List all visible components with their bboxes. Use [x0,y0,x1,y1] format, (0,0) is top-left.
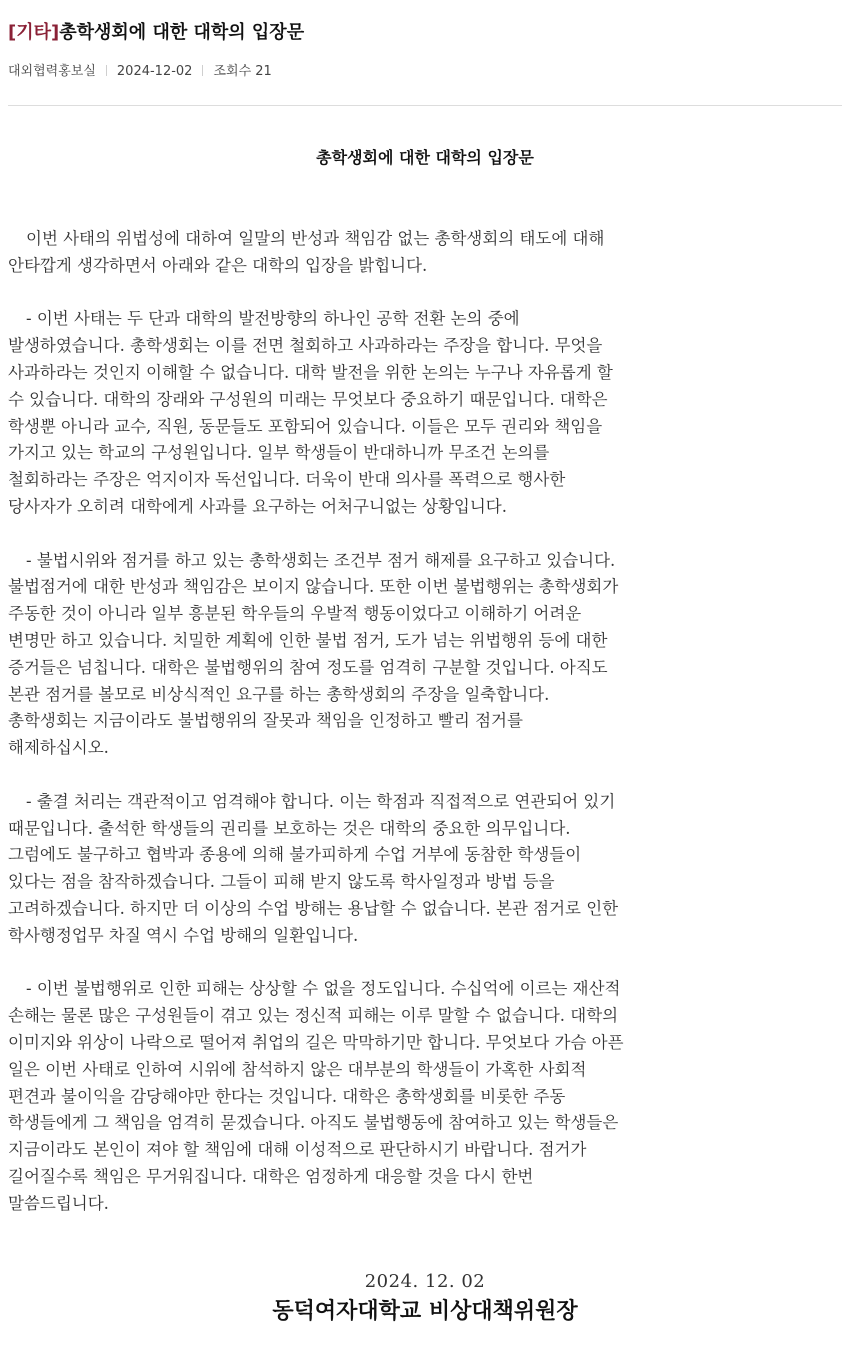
paragraph-attendance: - 출결 처리는 객관적이고 엄격해야 합니다. 이는 학점과 직접적으로 연관되어 있기 때문입니다. 출석한 학생들의 권리를 보호하는 것은 대학의 중요한 의무입니다. 그럼에도 불구하고 협박과 종용에 의해 불가피하게 수업 거부에 동참한 학생들이 있다는 점을 참작하겠습니다. 그들이 피해 받지 않도록 학사일정과 방법 등을 고려하겠습니다. 하지만 더 이상의 수업 방해는 용납할 수 없습니다. 본관 점거로 인한 학사행정업무 차질 역시 수업 방해의 일환입니다. [8,791,619,945]
post-meta [8,62,272,82]
post-date: 2024-12-02 [116,64,193,79]
post-category: [기타] [8,22,60,43]
document-date: 2024. 12. 02 [364,1271,486,1292]
paragraph-occupation: - 불법시위와 점거를 하고 있는 총학생회는 조건부 점거 해제를 요구하고 있습니다. 불법점거에 대한 반성과 책임감은 보이지 않습니다. 또한 이번 불법행위는 총학생회가 주동한 것이 아니라 일부 흥분된 학우들의 우발적 행동이었다고 이해하기 어려운 변명만 하고 있습니다. 치밀한 계획에 인한 불법 점거, 도가 넘는 위법행위 등에 대한 증거들은 넘칩니다. 대학은 불법행위의 참여 정도를 엄격히 구분할 것입니다. 아직도 본관 점거를 볼모로 비상식적인 요구를 하는 총학생회의 주장을 일축합니다. 총학생회는 지금이라도 불법행위의 잘못과 책임을 인정하고 빨리 점거를 해제하십시오. [8,550,619,758]
intro-paragraph: 이번 사태의 위법성에 대하여 일말의 반성과 책임감 없는 총학생회의 태도에 대해 안타깝게 생각하면서 아래와 같은 대학의 입장을 밝힙니다. [8,229,605,275]
post-department: 대외협력홍보실 [8,64,96,79]
post-title-text: 총학생회에 대한 대학의 입장문 [59,22,305,43]
meta-separator [106,65,107,76]
post-title [8,20,304,46]
document-heading: 총학생회에 대한 대학의 입장문 [316,148,534,167]
document-body [8,226,844,1244]
paragraph-discussion: - 이번 사태는 두 단과 대학의 발전방향의 하나인 공학 전환 논의 중에 발생하였습니다. 총학생회는 이를 전면 철회하고 사과하라는 주장을 합니다. 무엇을 사과하라는 것인지 이해할 수 없습니다. 대학 발전을 위한 논의는 누구나 자유롭게 할 수 있습니다. 대학의 장래와 구성원의 미래는 무엇보다 중요하기 때문입니다. 대학은 학생뿐 아니라 교수, 직원, 동문들도 포함되어 있습니다. 이들은 모두 권리와 책임을 가지고 있는 학교의 구성원입니다. 일부 학생들이 반대하니까 무조건 논의를 철회하라는 주장은 억지이자 독선입니다. 더욱이 반대 의사를 폭력으로 행사한 당사자가 오히려 대학에게 사과를 요구하는 어처구니없는 상황입니다. [8,309,613,516]
document-signatory: 동덕여자대학교 비상대책위원장 [272,1299,578,1324]
header-divider [8,105,842,106]
post-views: 조회수 21 [213,64,272,79]
paragraph-damages: - 이번 불법행위로 인한 피해는 상상할 수 없을 정도입니다. 수십억에 이르는 재산적 손해는 물론 많은 구성원들이 겪고 있는 정신적 피해는 이루 말할 수 없습니다. 대학의 이미지와 위상이 나락으로 떨어져 취업의 길은 막막하기만 합니다. 무엇보다 가슴 아픈 일은 이번 사태로 인하여 시위에 참석하지 않은 대부분의 학생들이 가혹한 사회적 편견과 불이익을 감당해야만 한다는 것입니다. 대학은 총학생회를 비롯한 주동 학생들에게 그 책임을 엄격히 묻겠습니다. 아직도 불법행동에 참여하고 있는 학생들은 지금이라도 본인이 져야 할 책임에 대해 이성적으로 판단하시기 바랍니다. 점거가 길어질수록 책임은 무거워집니다. 대학은 엄정하게 대응할 것을 다시 한번 말씀드립니다. [8,979,624,1213]
meta-separator [202,65,203,76]
